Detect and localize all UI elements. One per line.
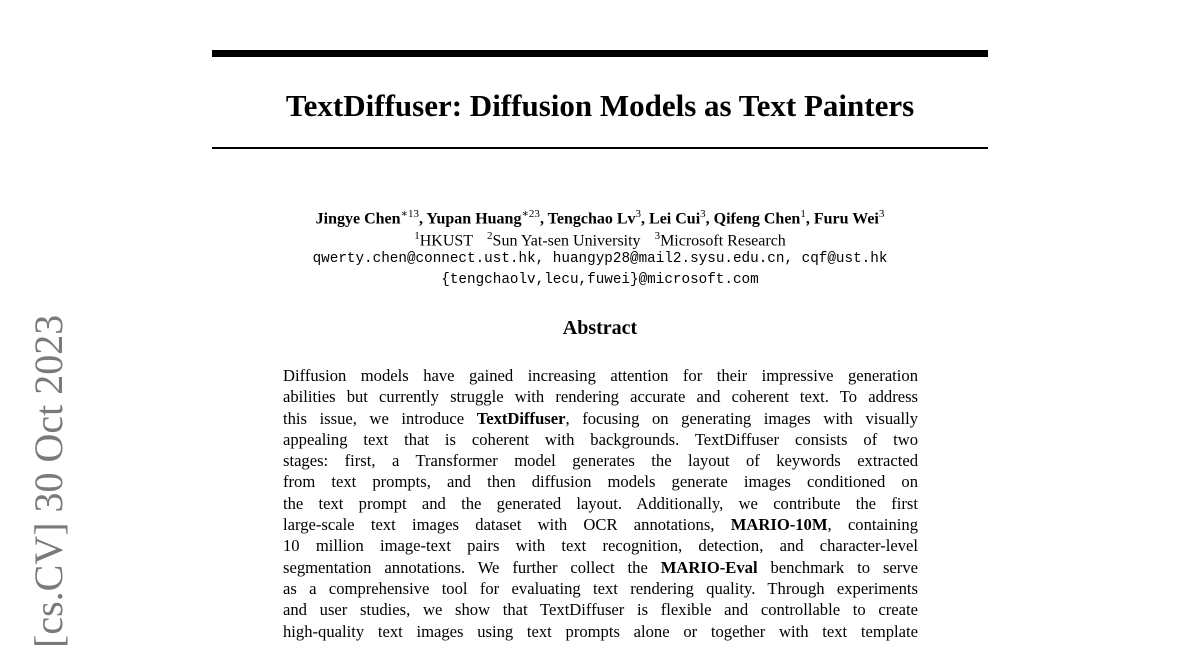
- author-name: Qifeng Chen: [713, 210, 801, 228]
- abstract-body: [283, 365, 918, 642]
- abstract-text: large-scale text images dataset with OCR annotations,: [283, 515, 731, 535]
- abstract-line: [283, 386, 918, 407]
- abstract-line: [283, 557, 918, 578]
- affiliation-mark: 1: [414, 230, 420, 242]
- author-affiliation-mark: 3: [878, 208, 885, 220]
- author-name: Yupan Huang: [426, 210, 522, 228]
- abstract-line: [283, 429, 918, 450]
- author-name: Jingye Chen: [315, 210, 401, 228]
- affiliation-mark: 2: [487, 230, 493, 242]
- abstract-line: [283, 621, 918, 642]
- author-separator: ,: [641, 210, 650, 228]
- abstract-text: and user studies, we show that TextDiffuser is flexible and controllable to create: [283, 600, 918, 620]
- abstract-line: [283, 535, 918, 556]
- abstract-bold-term: MARIO-Eval: [660, 557, 758, 577]
- abstract-text: segmentation annotations. We further collect the: [283, 557, 661, 577]
- abstract-text: as a comprehensive tool for evaluating text rendering quality. Through experiments: [283, 578, 918, 598]
- author-affiliation-mark: 3: [700, 208, 706, 220]
- author-affiliation-mark: ∗13: [400, 208, 420, 220]
- author-separator: ,: [539, 210, 548, 228]
- author-affiliation-mark: 3: [635, 208, 642, 220]
- author-name: Lei Cui: [649, 210, 701, 228]
- abstract-text: benchmark to serve: [757, 557, 918, 577]
- abstract-text: appealing text that is coherent with backgrounds. TextDiffuser consists of two: [283, 429, 918, 449]
- abstract-line: [283, 493, 918, 514]
- abstract-text: the text prompt and the generated layout. Additionally, we contribute the first: [283, 493, 918, 513]
- author-separator: ,: [805, 210, 814, 228]
- abstract-heading: Abstract: [562, 317, 638, 339]
- abstract-text: stages: first, a Transformer model generates the layout of keywords extracted: [283, 451, 918, 471]
- email-line-2: {tengchaolv,lecu,fuwei}@microsoft.com: [441, 272, 759, 288]
- affiliation-name: Microsoft Research: [660, 232, 786, 250]
- title-bottom-rule: [212, 147, 988, 149]
- abstract-text: , focusing on generating images with visually: [565, 408, 918, 428]
- paper-title: TextDiffuser: Diffusion Models as Text Painters: [285, 88, 915, 123]
- arxiv-identifier-stamp: [cs.CV] 30 Oct 2023: [26, 314, 71, 648]
- author-separator: ,: [419, 210, 427, 228]
- affiliation-name: HKUST: [419, 232, 474, 250]
- abstract-text: high-quality text images using text prompts alone or together with text template: [283, 621, 918, 641]
- affiliation-name: Sun Yat-sen University: [492, 232, 641, 250]
- title-top-rule: [212, 50, 988, 57]
- author-name: Tengchao Lv: [547, 210, 636, 228]
- abstract-bold-term: TextDiffuser: [476, 408, 566, 428]
- abstract-line: [283, 514, 918, 535]
- abstract-line: [283, 471, 918, 492]
- abstract-bold-term: MARIO-10M: [730, 515, 828, 535]
- abstract-text: Diffusion models have gained increasing attention for their impressive generation: [283, 366, 918, 385]
- abstract-line: [283, 578, 918, 599]
- abstract-text: , containing: [827, 515, 918, 535]
- affiliation-mark: 3: [654, 230, 661, 242]
- abstract-text: this issue, we introduce: [283, 408, 477, 428]
- abstract-line: [283, 450, 918, 471]
- abstract-line: [283, 599, 918, 620]
- author-name: Furu Wei: [813, 210, 879, 228]
- abstract-line: [283, 408, 918, 429]
- author-separator: ,: [705, 210, 714, 228]
- author-affiliation-mark: ∗23: [521, 208, 540, 220]
- email-line-1: qwerty.chen@connect.ust.hk, huangyp28@mail2.sysu.edu.cn, cqf@ust.hk: [312, 251, 888, 267]
- abstract-text: from text prompts, and then diffusion models generate images conditioned on: [283, 472, 918, 492]
- abstract-line: [283, 365, 918, 386]
- abstract-text: 10 million image-text pairs with text recognition, detection, and character-level: [283, 536, 918, 556]
- author-affiliation-mark: 1: [800, 208, 806, 220]
- abstract-text: abilities but currently struggle with rendering accurate and coherent text. To address: [283, 387, 918, 407]
